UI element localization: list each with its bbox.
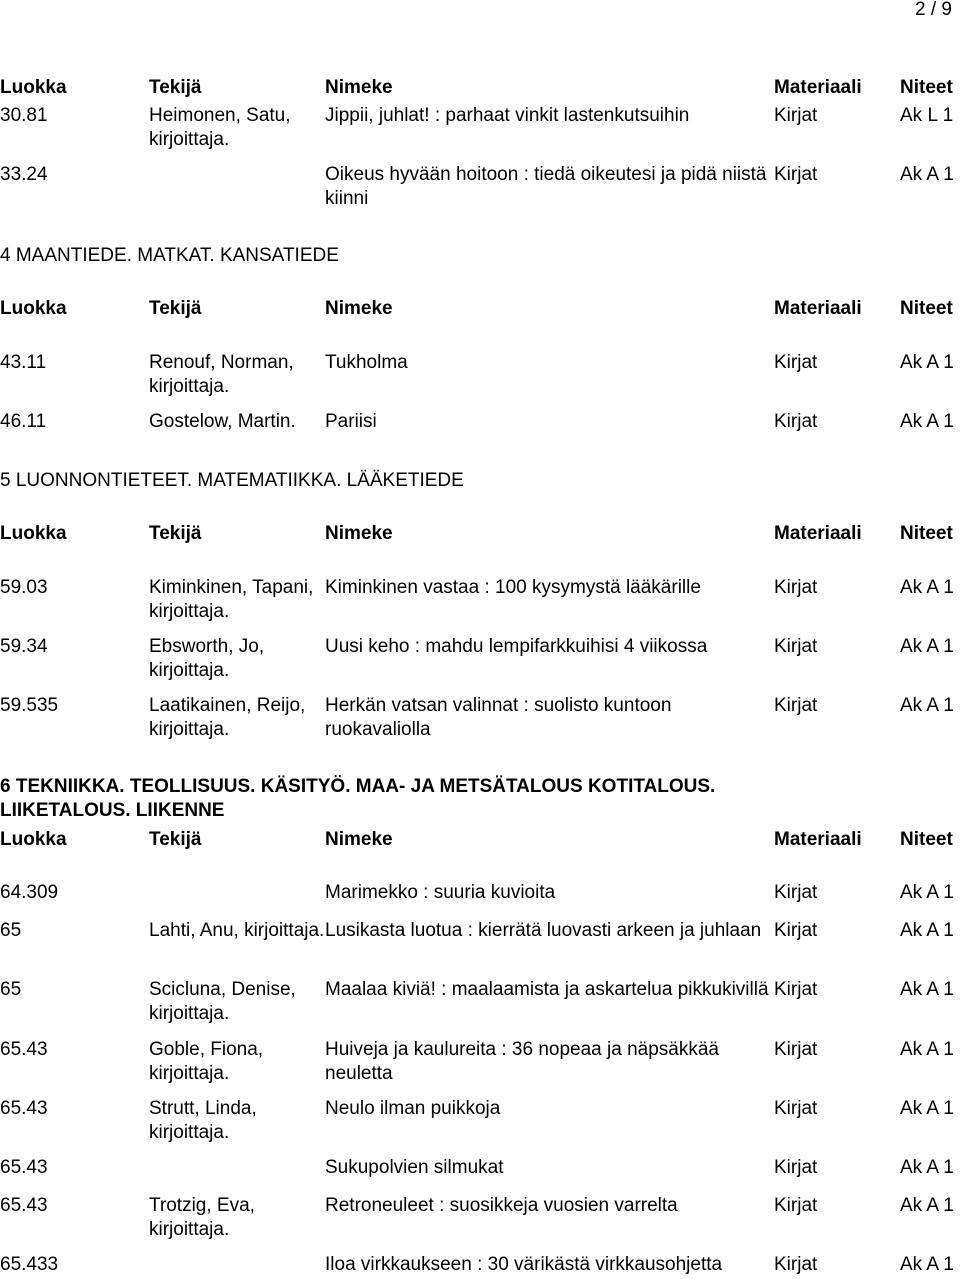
cell-luokka: 30.81 xyxy=(0,105,48,126)
table-header xyxy=(0,828,960,878)
cell-tekija: Strutt, Linda, kirjoittaja. xyxy=(149,1098,257,1143)
header-niteet: Niteet xyxy=(900,829,953,850)
header-materiaali: Materiaali xyxy=(774,77,862,98)
cell-materiaali: Kirjat xyxy=(774,577,818,598)
header-nimeke: Nimeke xyxy=(325,829,393,850)
cell-luokka: 33.24 xyxy=(0,164,48,185)
cell-niteet: Ak A 1 xyxy=(900,411,954,432)
header-nimeke: Nimeke xyxy=(325,77,393,98)
table-row xyxy=(0,694,960,744)
cell-nimeke: Kiminkinen vastaa : 100 kysymystä lääkärille xyxy=(325,577,701,598)
cell-niteet: Ak A 1 xyxy=(900,882,954,903)
cell-nimeke: Tukholma xyxy=(325,352,408,373)
header-tekija: Tekijä xyxy=(149,523,202,544)
cell-materiaali: Kirjat xyxy=(774,695,818,716)
cell-nimeke: Sukupolvien silmukat xyxy=(325,1157,504,1178)
section-title: 4 MAANTIEDE. MATKAT. KANSATIEDE xyxy=(0,245,339,266)
table-row xyxy=(0,576,960,626)
header-materiaali: Materiaali xyxy=(774,829,862,850)
table-row xyxy=(0,978,960,1028)
cell-nimeke: Pariisi xyxy=(325,411,377,432)
cell-luokka: 59.34 xyxy=(0,636,48,657)
table-row xyxy=(0,1253,960,1277)
header-luokka: Luokka xyxy=(0,298,67,319)
header-materiaali: Materiaali xyxy=(774,523,862,544)
cell-materiaali: Kirjat xyxy=(774,411,818,432)
cell-nimeke: Neulo ilman puikkoja xyxy=(325,1098,501,1119)
cell-materiaali: Kirjat xyxy=(774,882,818,903)
page-number: 2 / 9 xyxy=(915,0,952,20)
cell-tekija: Heimonen, Satu, kirjoittaja. xyxy=(149,105,291,150)
header-luokka: Luokka xyxy=(0,829,67,850)
cell-luokka: 59.535 xyxy=(0,695,59,716)
cell-materiaali: Kirjat xyxy=(774,1157,818,1178)
table-row xyxy=(0,104,960,154)
cell-niteet: Ak A 1 xyxy=(900,352,954,373)
table-header xyxy=(0,297,960,347)
table-row xyxy=(0,919,960,969)
cell-niteet: Ak A 1 xyxy=(900,920,954,941)
header-nimeke: Nimeke xyxy=(325,298,393,319)
cell-tekija: Scicluna, Denise, kirjoittaja. xyxy=(149,979,296,1024)
cell-luokka: 59.03 xyxy=(0,577,48,598)
cell-materiaali: Kirjat xyxy=(774,1254,818,1275)
cell-nimeke: Iloa virkkaukseen : 30 värikästä virkkausohjetta xyxy=(325,1254,723,1275)
cell-luokka: 65.433 xyxy=(0,1254,59,1275)
table-row xyxy=(0,1038,960,1088)
table-row xyxy=(0,1097,960,1147)
cell-nimeke: Oikeus hyvään hoitoon : tiedä oikeutesi ja pidä niistä kiinni xyxy=(325,164,767,209)
cell-luokka: 65.43 xyxy=(0,1098,48,1119)
cell-materiaali: Kirjat xyxy=(774,920,818,941)
cell-niteet: Ak A 1 xyxy=(900,636,954,657)
cell-nimeke: Jippii, juhlat! : parhaat vinkit lastenkutsuihin xyxy=(325,105,690,126)
cell-niteet: Ak A 1 xyxy=(900,1039,954,1060)
cell-niteet: Ak A 1 xyxy=(900,1098,954,1119)
cell-tekija: Ebsworth, Jo, kirjoittaja. xyxy=(149,636,265,681)
header-nimeke: Nimeke xyxy=(325,523,393,544)
cell-luokka: 65.43 xyxy=(0,1195,48,1216)
table-row xyxy=(0,163,960,213)
table-row xyxy=(0,410,960,460)
table-row xyxy=(0,635,960,685)
cell-luokka: 43.11 xyxy=(0,352,47,373)
header-tekija: Tekijä xyxy=(149,829,202,850)
cell-niteet: Ak A 1 xyxy=(900,1157,954,1178)
table-row xyxy=(0,351,960,401)
section-title: 5 LUONNONTIETEET. MATEMATIIKKA. LÄÄKETIEDE xyxy=(0,470,464,491)
header-tekija: Tekijä xyxy=(149,298,202,319)
cell-tekija: Lahti, Anu, kirjoittaja. xyxy=(149,920,325,941)
cell-tekija: Kiminkinen, Tapani, kirjoittaja. xyxy=(149,577,314,622)
header-luokka: Luokka xyxy=(0,77,67,98)
cell-materiaali: Kirjat xyxy=(774,636,818,657)
cell-niteet: Ak L 1 xyxy=(900,105,954,126)
header-luokka: Luokka xyxy=(0,523,67,544)
cell-nimeke: Herkän vatsan valinnat : suolisto kuntoon ruokavaliolla xyxy=(325,695,672,740)
cell-nimeke: Uusi keho : mahdu lempifarkkuihisi 4 viikossa xyxy=(325,636,708,657)
cell-luokka: 65 xyxy=(0,979,22,1000)
cell-luokka: 64.309 xyxy=(0,882,59,903)
table-row xyxy=(0,1194,960,1244)
cell-nimeke: Retroneuleet : suosikkeja vuosien varrelta xyxy=(325,1195,678,1216)
header-niteet: Niteet xyxy=(900,77,953,98)
cell-niteet: Ak A 1 xyxy=(900,164,954,185)
cell-niteet: Ak A 1 xyxy=(900,1195,954,1216)
cell-materiaali: Kirjat xyxy=(774,979,818,1000)
cell-luokka: 65.43 xyxy=(0,1039,48,1060)
cell-luokka: 46.11 xyxy=(0,411,47,432)
cell-materiaali: Kirjat xyxy=(774,352,818,373)
cell-materiaali: Kirjat xyxy=(774,164,818,185)
table-header xyxy=(0,522,960,572)
header-tekija: Tekijä xyxy=(149,77,202,98)
cell-materiaali: Kirjat xyxy=(774,105,818,126)
cell-nimeke: Huiveja ja kaulureita : 36 nopeaa ja näpsäkkää neuletta xyxy=(325,1039,719,1084)
cell-niteet: Ak A 1 xyxy=(900,577,954,598)
cell-nimeke: Lusikasta luotua : kierrätä luovasti arkeen ja juhlaan xyxy=(325,920,762,941)
cell-tekija: Renouf, Norman, kirjoittaja. xyxy=(149,352,294,397)
cell-materiaali: Kirjat xyxy=(774,1039,818,1060)
cell-niteet: Ak A 1 xyxy=(900,695,954,716)
cell-tekija: Trotzig, Eva, kirjoittaja. xyxy=(149,1195,255,1240)
cell-luokka: 65 xyxy=(0,920,22,941)
cell-niteet: Ak A 1 xyxy=(900,1254,954,1275)
section-title: 6 TEKNIIKKA. TEOLLISUUS. KÄSITYÖ. MAA- JA METSÄTALOUS KOTITALOUS. LIIKETALOUS. LIIKENNE xyxy=(0,776,716,821)
header-materiaali: Materiaali xyxy=(774,298,862,319)
cell-materiaali: Kirjat xyxy=(774,1195,818,1216)
cell-materiaali: Kirjat xyxy=(774,1098,818,1119)
header-niteet: Niteet xyxy=(900,523,953,544)
cell-tekija: Goble, Fiona, kirjoittaja. xyxy=(149,1039,264,1084)
header-niteet: Niteet xyxy=(900,298,953,319)
cell-tekija: Gostelow, Martin. xyxy=(149,411,296,432)
cell-niteet: Ak A 1 xyxy=(900,979,954,1000)
cell-luokka: 65.43 xyxy=(0,1157,48,1178)
cell-nimeke: Marimekko : suuria kuvioita xyxy=(325,882,556,903)
cell-tekija: Laatikainen, Reijo, kirjoittaja. xyxy=(149,695,306,740)
cell-nimeke: Maalaa kiviä! : maalaamista ja askartelua pikkukivillä xyxy=(325,979,769,1000)
